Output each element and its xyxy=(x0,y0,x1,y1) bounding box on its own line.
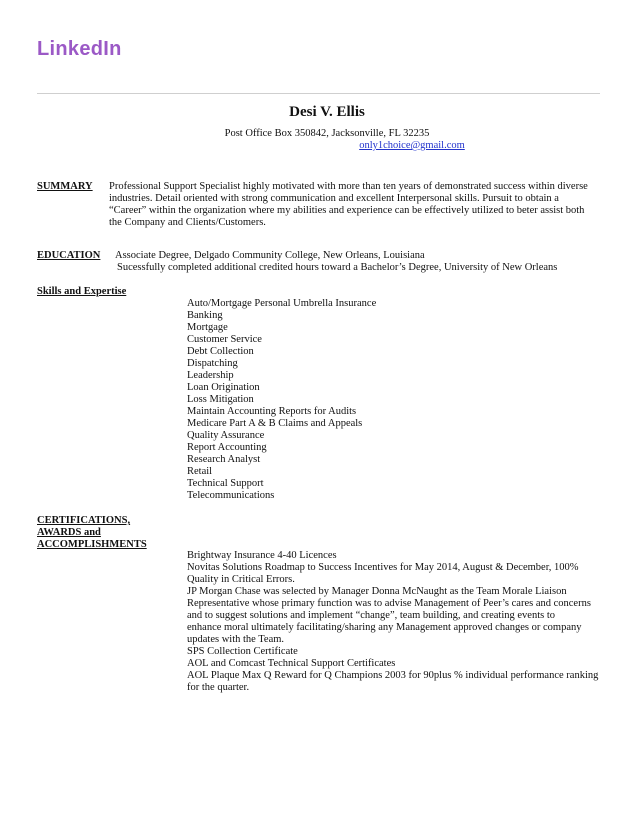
summary-line: industries. Detail oriented with strong communication and excellent Interpersonal skills. Pursuit to obtain a xyxy=(109,193,559,204)
header-divider xyxy=(37,93,600,94)
skill-item: Retail xyxy=(187,466,213,477)
certification-line: AOL Plaque Max Q Reward for Q Champions 2003 for 90plus % individual performance ranking xyxy=(187,670,599,681)
education-additional: Sucessfully completed additional credited hours toward a Bachelor’s Degree, University of New Orleans xyxy=(117,262,558,273)
skill-item: Customer Service xyxy=(187,334,262,345)
summary-heading: SUMMARY xyxy=(37,181,93,192)
certifications-list xyxy=(187,550,607,694)
education-degree: Associate Degree, Delgado Community College, New Orleans, Louisiana xyxy=(115,250,425,261)
skill-item: Research Analyst xyxy=(187,454,261,465)
skill-item: Leadership xyxy=(187,370,234,381)
certification-line: enhance moral ultimately facilitating/sharing any Management approved changes or company xyxy=(187,622,582,633)
certification-line: and to suggest solutions and implement “change”, team building, and creating events to xyxy=(187,610,555,621)
skill-item: Auto/Mortgage Personal Umbrella Insurance xyxy=(187,298,377,309)
skill-item: Debt Collection xyxy=(187,346,254,357)
email-link[interactable]: only1choice@gmail.com xyxy=(359,140,465,151)
certification-line: Brightway Insurance 4-40 Licences xyxy=(187,550,337,561)
skill-item: Mortgage xyxy=(187,322,228,333)
linkedin-logo-text: LinkedIn xyxy=(37,38,122,60)
skill-item: Quality Assurance xyxy=(187,430,265,441)
certification-line: updates with the Team. xyxy=(187,634,285,645)
certifications-heading-line: CERTIFICATIONS, xyxy=(37,515,131,526)
certifications-heading-line: AWARDS and xyxy=(37,527,101,538)
email-line xyxy=(93,140,638,151)
skill-item: Technical Support xyxy=(187,478,264,489)
certification-line: Novitas Solutions Roadmap to Success Incentives for May 2014, August & December, 100% xyxy=(187,562,579,573)
skill-item: Report Accounting xyxy=(187,442,267,453)
summary-line: Professional Support Specialist highly motivated with more than ten years of demonstrated success within diverse xyxy=(109,181,588,192)
certifications-heading xyxy=(37,515,177,551)
certification-line: Representative whose primary function was to advise Management of Peer’s cares and concerns xyxy=(187,598,591,609)
certification-line: JP Morgan Chase was selected by Manager Donna McNaught as the Team Morale Liaison xyxy=(187,586,567,597)
skills-list xyxy=(187,298,376,502)
certification-line: for the quarter. xyxy=(187,682,250,693)
skill-item: Loan Origination xyxy=(187,382,260,393)
postal-address: Post Office Box 350842, Jacksonville, FL 32235 xyxy=(224,128,430,139)
applicant-name: Desi V. Ellis xyxy=(289,104,365,120)
certification-line: AOL and Comcast Technical Support Certificates xyxy=(187,658,396,669)
skill-item: Maintain Accounting Reports for Audits xyxy=(187,406,357,417)
skills-heading: Skills and Expertise xyxy=(37,286,127,297)
education-heading: EDUCATION xyxy=(37,250,101,261)
summary-text xyxy=(109,181,609,229)
summary-line: the Company and Clients/Customers. xyxy=(109,217,266,228)
certification-line: SPS Collection Certificate xyxy=(187,646,298,657)
summary-line: “Career” within the organization where my abilities and experience can be effectively utilized to beter assist both xyxy=(109,205,585,216)
skill-item: Medicare Part A & B Claims and Appeals xyxy=(187,418,363,429)
certification-line: Quality in Critical Errors. xyxy=(187,574,295,585)
skill-item: Banking xyxy=(187,310,223,321)
skill-item: Loss Mitigation xyxy=(187,394,254,405)
certifications-heading-line: ACCOMPLISHMENTS xyxy=(37,539,147,550)
skill-item: Telecommunications xyxy=(187,490,275,501)
skill-item: Dispatching xyxy=(187,358,238,369)
